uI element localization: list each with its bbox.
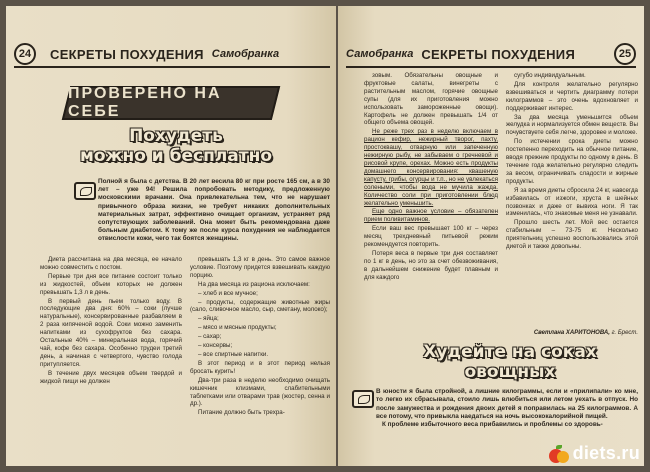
left-page [6,6,336,466]
paragraph: превышать 1,3 кг в день. Это самое важное условие. Поэтому придется взвешивать каждую порцию. [190,256,330,279]
paragraph: Диета рассчитана на два месяца, ее начало можно совместить с постом. [40,256,182,271]
paragraph: Два-три раза в неделю необходимо очищать кишечник клизмами, слабительными таблетками или отварами трав (жостер, сенна и др.). [190,376,330,408]
paragraph: Первые три дня все питание состоит только из жидкостей, объем которых не должен превышать 1,3 л в день. [40,272,182,296]
paragraph: – сахар; [198,333,222,341]
lead-paragraph-left: Полной я была с детства. В 20 лет весила 80 кг при росте 165 см, а в 30 лет – уже 94! Решила попробовать методику, предложенную московскими врачами. Она привлекательна тем, что не нарушает привычного образа жизни, не требует никаких дополнительных материальных затрат, эффективно очищает организм, устраняет ряд сопутствующих заболеваний. Она может быть рекомендована даже больным диабетом. К тому же после курса похудения не наблюдается отвислости кожи, чего так боятся женщины. [98,178,330,243]
apple-logo-icon [549,444,569,464]
banner-text: ПРОВЕРЕНО НА СЕБЕ [68,85,222,120]
paragraph: – хлеб и все мучное; [198,289,258,297]
apple-leaf [556,445,562,449]
paragraph: – мясо и мясные продукты; [198,324,277,332]
paragraph: Прошло шесть лет. Мой вес остается стабильным – 73-75 кг. Несколько приятельниц успешно воспользовались этой диетой и также довольны. [506,219,638,251]
paragraph: Потеря веса в первые три дня составляет по 1 кг в день, но это за счет обезвоживания, в дальнейшем снижение будет плавным и для каждого [364,249,498,281]
lead-right-text: В юности я была стройной, а лишние килограммы, если и «прилипали» ко мне, то легко их сбрасывала, стоило лишь влюбиться или летом уехать в отпуск. Но после замужества и рождения двоих детей я поправилась на 25 килограммов. А все потому, что привыкла наедаться на ночь высококалорийной пищей. [376,388,638,420]
signature-city: г. Брест. [611,330,638,336]
article-title-right [398,342,622,382]
paragraph: На два месяца из рациона исключаем: [198,280,310,288]
site-watermark [549,443,640,464]
lead-right-end: К проблеме избыточного веса прибавились и проблемы со здоровь- [382,421,603,429]
right-header [346,42,636,68]
leaf-icon-right [352,390,374,408]
title-line-2: можно и бесплатно [79,146,273,166]
leaf-icon [74,182,96,200]
paragraph: Если ваш вес превышает 100 кг – через месяц трехдневный питьевой режим рекомендуется повторить. [364,225,498,249]
paragraph: Для контроля желательно регулярно взвешиваться и чертить диаграмму потери килограммов – это очень вдохновляет и поддерживает интерес. [506,80,638,112]
paragraph: Питание должно быть трехра- [198,409,285,417]
paragraph: Еще одно важное условие – обязателен прием поливитаминов. [364,208,498,224]
left-column-2 [190,256,330,418]
paragraph: В первый день пьем только воду. В последующие два дня: 60% – соки (лучше натуральные), консервированные разбавляем в 2 раза кипяченой водой. Соки можно заменить напитками из сухофруктов без сахара. Остальные 40% – минеральная вода, горячий чай, кофе без сахара. Особенно трудеи третий день, а начиная с четвертого, чувство голода притупляется. [40,297,182,368]
left-header [14,42,330,68]
left-column-1 [40,256,182,387]
paragraph: За два месяца уменьшится объем желудка и нормализуется обмен веществ. Вы почувствуете себя легче, здоровее и моложе. [506,113,638,137]
magazine-title-right: СЕКРЕТЫ ПОХУДЕНИЯ [421,46,576,62]
title-right-line-2: овощных [464,362,556,382]
paragraph: Не реже трех раз в неделю включаем в рацион кефир, нежирный творог, пахту, простоквашу, отварную или запеченную нежирную рыбу, не забываем о гречневой и рисовой крупе, орехах. Можно есть продукты домашнего консервирования: квашеную капусту, грибы, огурцы и т.п., но не увлекаться солеными, чтобы вода не мучила жажда. Количество соли при приготовлении блюд желательно уменьшить. [364,128,498,207]
page-number-right: 25 [614,43,636,65]
brand-right: Самобранка [346,48,414,60]
article-title-left [66,126,286,166]
right-column-1 [364,72,498,283]
page-number-left: 24 [14,43,36,65]
title-right-line-1: Худейте на соках [423,342,597,362]
paragraph: В этот период и в этот период нельзя бросать курить! [190,359,330,375]
site-name: diets.ru [572,443,640,463]
paragraph: сугубо индивидуальным. [514,72,586,79]
paragraph: По истечении срока диеты можно постепенно переходить на обычное питание, вводя прежние продукты по одному в день. В течение года желательно регулярно следить за весом, ограничивать сладости и жирные продукты. [506,138,638,185]
apple-orange [557,451,569,463]
paragraph: – все спиртные напитки. [198,350,269,358]
signature-name: Светлана ХАРИТОНОВА, [533,330,610,336]
paragraph: зовым. Обязательны овощные и фруктовые салаты, винегреты с растительным маслом, горячие овощные супы (для их приготовления можно использовать замороженные овощи). Картофель не должен превышать 1/4 от общего объема овощей. [364,72,498,127]
paragraph: – продукты, содержащие животные жиры (сало, сливочное масло, сыр, сметану, молоко); [190,298,330,314]
signature [528,330,638,336]
section-banner [62,86,280,120]
paragraph: Я за время диеты сбросила 24 кг, навсегда избавилась от изжоги, хруста в шейных позвонках и даже от вывиха ноги. Я так изменилась, что знакомые меня не узнавали. [506,186,638,218]
lead-paragraph-right [376,388,638,429]
paragraph: – консервы; [198,342,233,350]
paragraph: – яйца; [198,315,219,323]
brand-left: Самобранка [211,48,280,60]
right-column-2 [506,72,638,252]
paragraph: В течение двух месяцев объем твердой и жидкой пищи не должен [40,369,182,385]
right-page [338,6,644,466]
title-line-1: Похудеть [129,126,223,146]
magazine-title-left: СЕКРЕТЫ ПОХУДЕНИЯ [50,46,204,62]
